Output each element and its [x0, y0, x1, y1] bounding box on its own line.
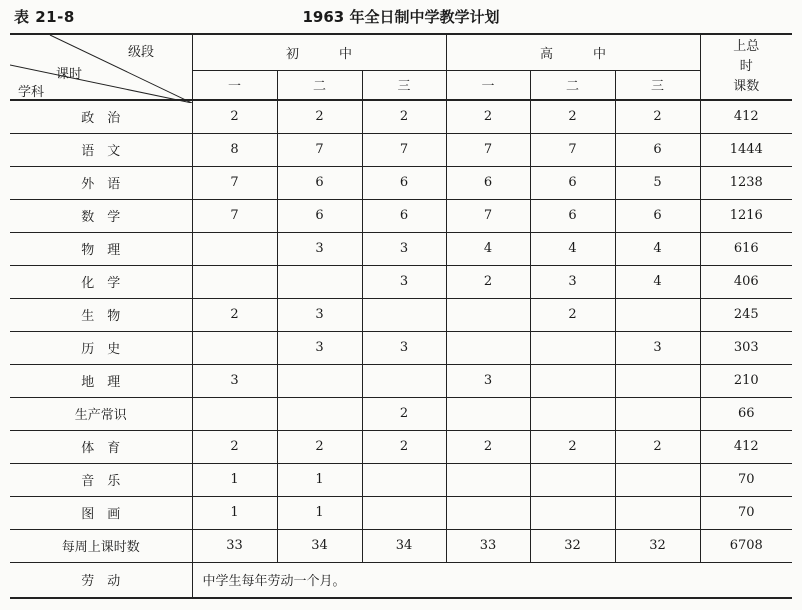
hours-cell: 3 — [362, 331, 446, 364]
hours-cell: 4 — [446, 232, 530, 265]
hours-cell — [362, 364, 446, 397]
hours-cell: 3 — [530, 265, 615, 298]
subject-cell: 化 学 — [10, 265, 192, 298]
hours-cell: 2 — [530, 100, 615, 133]
total-hours-cell: 412 — [700, 100, 792, 133]
table-row — [10, 166, 792, 199]
hours-cell: 2 — [446, 265, 530, 298]
hours-cell: 2 — [615, 430, 700, 463]
hours-cell: 34 — [277, 529, 362, 562]
table-row — [10, 430, 792, 463]
hours-cell — [530, 331, 615, 364]
hours-cell: 2 — [277, 430, 362, 463]
hours-cell: 7 — [192, 199, 277, 232]
curriculum-table — [10, 33, 792, 599]
hours-cell — [446, 298, 530, 331]
hours-cell: 7 — [277, 133, 362, 166]
hours-cell — [530, 463, 615, 496]
table-number: 表 21-8 — [14, 8, 75, 26]
hours-cell: 2 — [192, 100, 277, 133]
hours-cell: 1 — [277, 496, 362, 529]
labor-note: 中学生每年劳动一个月。 — [192, 562, 792, 598]
labor-row — [10, 562, 792, 598]
hours-cell: 4 — [615, 265, 700, 298]
hours-cell: 6 — [530, 199, 615, 232]
hours-cell: 2 — [446, 100, 530, 133]
hours-cell: 1 — [277, 463, 362, 496]
subject-cell: 物 理 — [10, 232, 192, 265]
junior-high-header: 初中 — [192, 34, 446, 70]
hours-cell: 3 — [362, 265, 446, 298]
hours-cell — [446, 496, 530, 529]
hours-cell: 7 — [446, 199, 530, 232]
hours-cell: 2 — [192, 430, 277, 463]
hours-cell — [530, 364, 615, 397]
total-hours-cell: 66 — [700, 397, 792, 430]
hours-cell — [446, 331, 530, 364]
subject-cell: 音 乐 — [10, 463, 192, 496]
hours-cell — [277, 265, 362, 298]
corner-header-cell — [10, 34, 192, 100]
hours-cell — [615, 463, 700, 496]
hours-cell: 7 — [446, 133, 530, 166]
hours-cell: 7 — [192, 166, 277, 199]
subject-cell: 每周上课时数 — [10, 529, 192, 562]
hours-cell: 3 — [446, 364, 530, 397]
hours-cell: 6 — [277, 166, 362, 199]
hours-cell: 2 — [362, 100, 446, 133]
total-hours-cell: 616 — [700, 232, 792, 265]
grade-header: 二 — [530, 70, 615, 100]
hours-cell — [362, 463, 446, 496]
total-hours-cell: 245 — [700, 298, 792, 331]
hours-cell: 6 — [446, 166, 530, 199]
hours-cell: 3 — [277, 298, 362, 331]
hours-cell: 3 — [192, 364, 277, 397]
subject-cell: 政 治 — [10, 100, 192, 133]
hours-cell: 1 — [192, 463, 277, 496]
hours-cell — [277, 397, 362, 430]
table-body — [10, 100, 792, 598]
subject-cell: 图 画 — [10, 496, 192, 529]
hours-cell: 2 — [192, 298, 277, 331]
subject-cell: 数 学 — [10, 199, 192, 232]
hours-cell: 7 — [530, 133, 615, 166]
table-row — [10, 397, 792, 430]
hours-cell: 2 — [530, 430, 615, 463]
hours-cell — [192, 331, 277, 364]
table-title: 1963 年全日制中学教学计划 — [302, 8, 500, 26]
hours-cell: 6 — [615, 199, 700, 232]
hours-cell: 4 — [615, 232, 700, 265]
hours-cell — [530, 397, 615, 430]
hours-cell: 2 — [362, 430, 446, 463]
hours-cell — [446, 463, 530, 496]
subject-cell: 体 育 — [10, 430, 192, 463]
grade-header: 一 — [192, 70, 277, 100]
corner-subject-label: 学科 — [18, 85, 45, 100]
total-hours-header: 上总 时 课数 — [700, 34, 792, 100]
hours-cell — [615, 364, 700, 397]
grade-header: 三 — [362, 70, 446, 100]
table-row — [10, 265, 792, 298]
total-hours-cell: 70 — [700, 496, 792, 529]
grade-header: 二 — [277, 70, 362, 100]
hours-cell: 7 — [362, 133, 446, 166]
table-row — [10, 463, 792, 496]
hours-cell — [530, 496, 615, 529]
hours-cell — [277, 364, 362, 397]
table-row — [10, 331, 792, 364]
hours-cell: 33 — [446, 529, 530, 562]
hours-cell: 6 — [615, 133, 700, 166]
hours-cell: 33 — [192, 529, 277, 562]
hours-cell — [615, 397, 700, 430]
table-row — [10, 364, 792, 397]
hours-cell: 2 — [277, 100, 362, 133]
corner-level-label: 级段 — [128, 45, 155, 60]
total-hours-cell: 1444 — [700, 133, 792, 166]
hours-cell — [192, 265, 277, 298]
table-row — [10, 496, 792, 529]
total-hours-cell: 1238 — [700, 166, 792, 199]
total-hours-cell: 412 — [700, 430, 792, 463]
total-hours-cell: 1216 — [700, 199, 792, 232]
table-row — [10, 133, 792, 166]
total-hours-cell: 210 — [700, 364, 792, 397]
hours-cell: 6 — [530, 166, 615, 199]
hours-cell: 6 — [362, 166, 446, 199]
hours-cell: 3 — [277, 232, 362, 265]
hours-cell: 2 — [446, 430, 530, 463]
hours-cell: 32 — [530, 529, 615, 562]
hours-cell: 6 — [362, 199, 446, 232]
total-hours-cell: 6708 — [700, 529, 792, 562]
hours-cell — [192, 232, 277, 265]
hours-cell — [362, 298, 446, 331]
hours-cell: 2 — [530, 298, 615, 331]
hours-cell: 34 — [362, 529, 446, 562]
grade-header: 一 — [446, 70, 530, 100]
total-hours-cell: 303 — [700, 331, 792, 364]
hours-cell: 2 — [362, 397, 446, 430]
hours-cell — [615, 298, 700, 331]
hours-cell: 6 — [277, 199, 362, 232]
subject-cell: 地 理 — [10, 364, 192, 397]
senior-high-header: 高中 — [446, 34, 700, 70]
subject-cell: 历 史 — [10, 331, 192, 364]
total-hours-cell: 70 — [700, 463, 792, 496]
hours-cell — [192, 397, 277, 430]
hours-cell: 5 — [615, 166, 700, 199]
table-row — [10, 199, 792, 232]
table-row — [10, 100, 792, 133]
hours-cell: 1 — [192, 496, 277, 529]
table-row — [10, 529, 792, 562]
subject-cell: 生 物 — [10, 298, 192, 331]
hours-cell: 3 — [362, 232, 446, 265]
hours-cell — [362, 496, 446, 529]
grade-header: 三 — [615, 70, 700, 100]
subject-cell: 语 文 — [10, 133, 192, 166]
hours-cell: 3 — [615, 331, 700, 364]
hours-cell: 32 — [615, 529, 700, 562]
hours-cell — [615, 496, 700, 529]
total-hours-cell: 406 — [700, 265, 792, 298]
hours-cell: 8 — [192, 133, 277, 166]
hours-cell: 4 — [530, 232, 615, 265]
hours-cell — [446, 397, 530, 430]
table-row — [10, 232, 792, 265]
corner-hours-label: 课时 — [56, 67, 83, 82]
hours-cell: 3 — [277, 331, 362, 364]
table-row — [10, 298, 792, 331]
subject-cell: 生产常识 — [10, 397, 192, 430]
subject-cell: 劳 动 — [10, 562, 192, 598]
subject-cell: 外 语 — [10, 166, 192, 199]
hours-cell: 2 — [615, 100, 700, 133]
